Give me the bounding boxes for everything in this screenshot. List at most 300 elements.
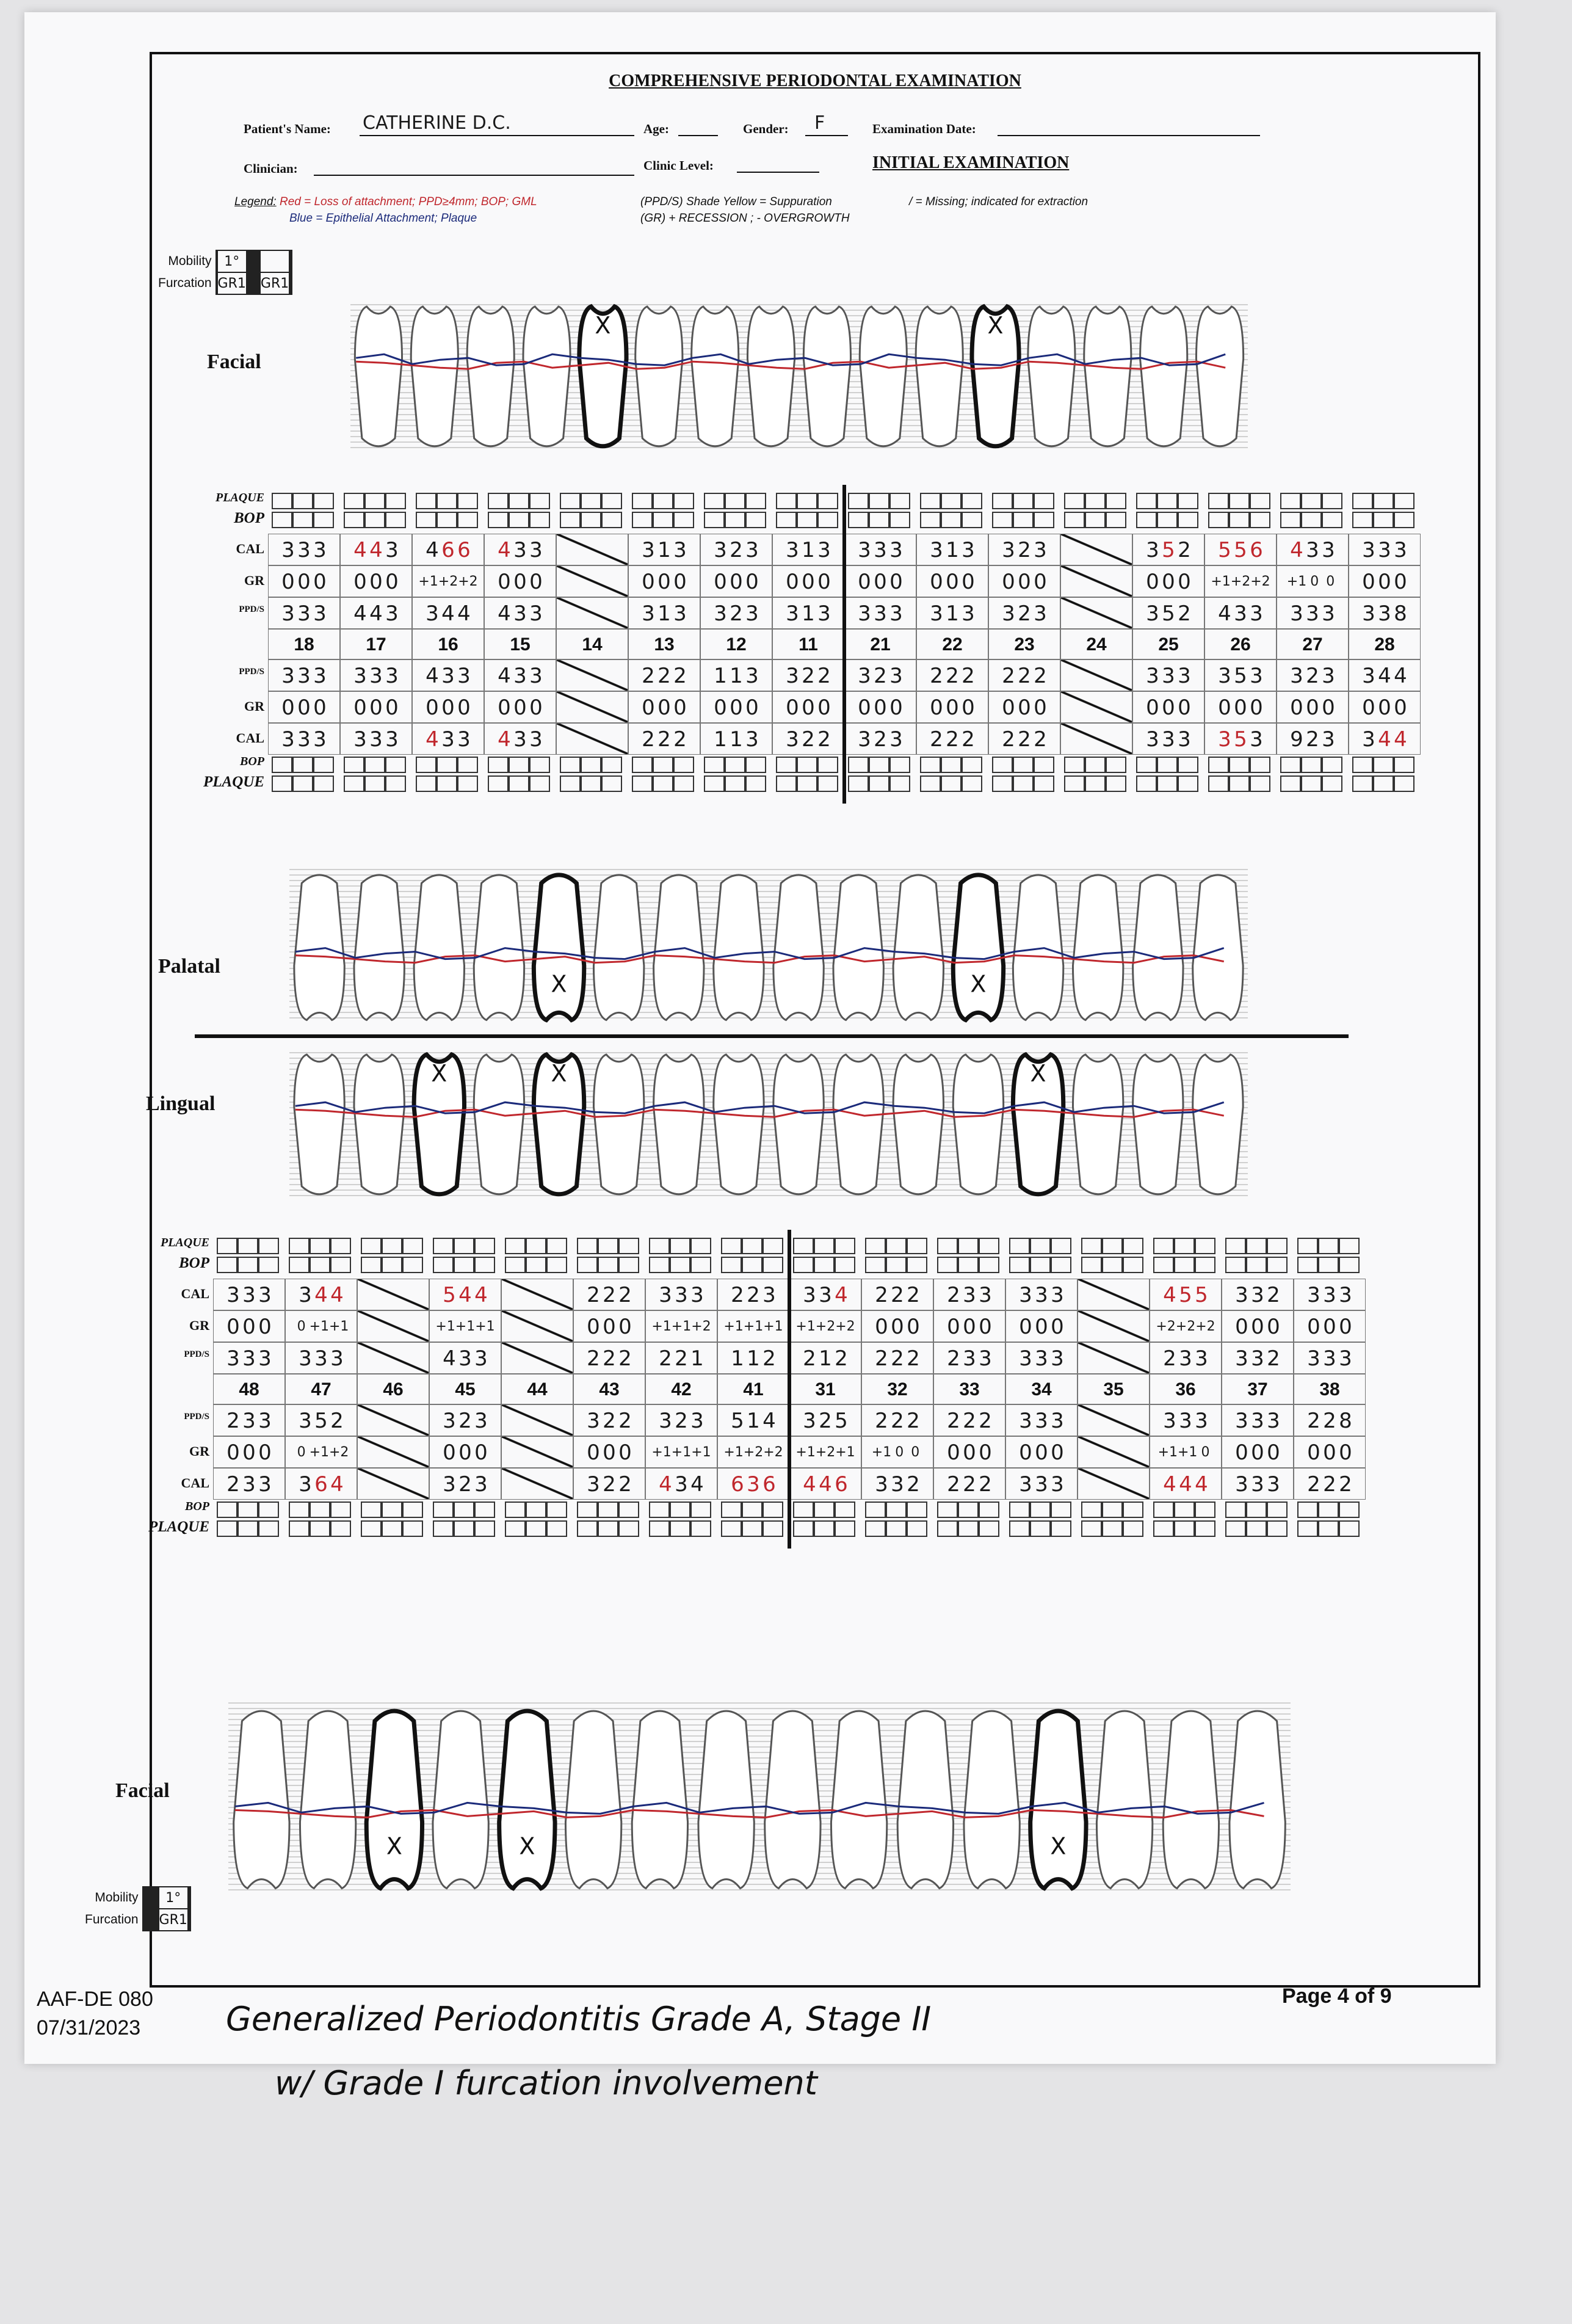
lower-indicator-box[interactable]: [402, 1257, 423, 1273]
lower-indicator-box[interactable]: [1246, 1238, 1267, 1254]
upper-indicator-box[interactable]: [457, 775, 478, 792]
upper-indicator-box[interactable]: [488, 757, 509, 773]
upper-cal-cell-11[interactable]: [772, 723, 844, 755]
lower-indicator-box[interactable]: [217, 1520, 237, 1537]
upper-indicator-box[interactable]: [941, 775, 962, 792]
upper-indicator-box[interactable]: [1157, 757, 1178, 773]
upper-indicator-box[interactable]: [1034, 512, 1054, 528]
lower-indicator-box[interactable]: [546, 1238, 567, 1254]
lower-gr-cell-33[interactable]: [933, 1436, 1005, 1468]
lower-ppd-cell-35[interactable]: [1078, 1342, 1150, 1374]
lower-gr-cell-31[interactable]: [789, 1310, 861, 1342]
lower-indicator-box[interactable]: [907, 1502, 927, 1518]
upper-indicator-box[interactable]: [601, 757, 622, 773]
upper-indicator-box[interactable]: [1136, 757, 1157, 773]
upper-indicator-box[interactable]: [344, 775, 364, 792]
patient-name[interactable]: CATHERINE D.C.: [363, 112, 511, 134]
lower-indicator-box[interactable]: [721, 1502, 742, 1518]
lower-cal-cell-36[interactable]: [1150, 1468, 1222, 1500]
lower-indicator-box[interactable]: [762, 1238, 783, 1254]
lower-cal-cell-45[interactable]: [429, 1279, 501, 1310]
upper-indicator-box[interactable]: [869, 775, 889, 792]
lower-cal-cell-34[interactable]: [1005, 1279, 1078, 1310]
lower-indicator-box[interactable]: [907, 1257, 927, 1273]
lower-cal-cell-41[interactable]: [717, 1468, 789, 1500]
lower-gr-cell-36[interactable]: [1150, 1310, 1222, 1342]
upper-indicator-box[interactable]: [1394, 757, 1414, 773]
lower-indicator-box[interactable]: [1267, 1520, 1288, 1537]
upper-indicator-box[interactable]: [1208, 757, 1229, 773]
upper-cal-cell-25[interactable]: [1132, 723, 1204, 755]
upper-indicator-box[interactable]: [1229, 512, 1250, 528]
lower-indicator-box[interactable]: [865, 1502, 886, 1518]
lower-ppd-cell-36[interactable]: [1150, 1404, 1222, 1436]
lower-indicator-box[interactable]: [958, 1257, 979, 1273]
upper-ppd-cell-16[interactable]: [412, 597, 484, 629]
lower-ppd-cell-46[interactable]: [357, 1342, 429, 1374]
lower-cal-cell-48[interactable]: [213, 1468, 285, 1500]
lower-indicator-box[interactable]: [433, 1502, 454, 1518]
upper-indicator-box[interactable]: [488, 775, 509, 792]
upper-facial-tooth-12[interactable]: [692, 307, 739, 446]
lower-cal-cell-34[interactable]: [1005, 1468, 1078, 1500]
lower-cal-cell-42[interactable]: [645, 1468, 717, 1500]
upper-indicator-box[interactable]: [1322, 757, 1342, 773]
gender-value[interactable]: F: [814, 112, 825, 134]
lower-lingual-tooth-42[interactable]: [654, 1055, 704, 1194]
upper-indicator-box[interactable]: [1301, 512, 1322, 528]
upper-indicator-box[interactable]: [776, 757, 797, 773]
lower-indicator-box[interactable]: [1174, 1502, 1195, 1518]
lower-ppd-cell-38[interactable]: [1294, 1404, 1366, 1436]
lower-indicator-box[interactable]: [1123, 1502, 1143, 1518]
upper-indicator-box[interactable]: [1157, 493, 1178, 509]
lower-ppd-cell-32[interactable]: [861, 1404, 933, 1436]
lower-indicator-box[interactable]: [433, 1257, 454, 1273]
upper-indicator-box[interactable]: [1352, 493, 1373, 509]
lower-gr-cell-35[interactable]: [1078, 1310, 1150, 1342]
lower-facial-tooth-36[interactable]: [1096, 1711, 1152, 1888]
upper-indicator-box[interactable]: [920, 512, 941, 528]
lower-cal-cell-32[interactable]: [861, 1468, 933, 1500]
upper-facial-tooth-18[interactable]: [355, 307, 402, 446]
upper-cal-cell-24[interactable]: [1060, 723, 1132, 755]
upper-ppd-cell-23[interactable]: [988, 597, 1060, 629]
upper-indicator-box[interactable]: [962, 512, 982, 528]
upper-indicator-box[interactable]: [889, 493, 910, 509]
upper-indicator-box[interactable]: [416, 512, 436, 528]
upper-indicator-box[interactable]: [1301, 757, 1322, 773]
upper-indicator-box[interactable]: [653, 757, 673, 773]
lower-indicator-box[interactable]: [1153, 1520, 1174, 1537]
upper-gr-cell-17[interactable]: [340, 565, 412, 597]
lower-cal-cell-43[interactable]: [573, 1279, 645, 1310]
lower-indicator-box[interactable]: [1297, 1520, 1318, 1537]
upper-indicator-box[interactable]: [1085, 493, 1106, 509]
lower-indicator-box[interactable]: [793, 1257, 814, 1273]
upper-indicator-box[interactable]: [560, 757, 581, 773]
lower-indicator-box[interactable]: [1102, 1520, 1123, 1537]
lower-lingual-tooth-36[interactable]: [1073, 1055, 1123, 1194]
lower-cal-cell-32[interactable]: [861, 1279, 933, 1310]
upper-indicator-box[interactable]: [529, 757, 550, 773]
lower-indicator-box[interactable]: [217, 1257, 237, 1273]
upper-indicator-box[interactable]: [416, 493, 436, 509]
upper-indicator-box[interactable]: [364, 775, 385, 792]
lower-gr-cell-44[interactable]: [501, 1310, 573, 1342]
lower-indicator-box[interactable]: [979, 1520, 999, 1537]
upper-indicator-box[interactable]: [581, 493, 601, 509]
upper-indicator-box[interactable]: [1208, 775, 1229, 792]
lower-indicator-box[interactable]: [1174, 1520, 1195, 1537]
upper-indicator-box[interactable]: [817, 512, 838, 528]
upper-indicator-box[interactable]: [344, 493, 364, 509]
upper-cal-cell-18[interactable]: [268, 534, 340, 565]
lower-lingual-tooth-34[interactable]: [953, 1055, 1003, 1194]
upper-indicator-box[interactable]: [292, 775, 313, 792]
lower-facial-tooth-42[interactable]: [632, 1711, 687, 1888]
lower-ppd-cell-43[interactable]: [573, 1342, 645, 1374]
upper-indicator-box[interactable]: [1034, 775, 1054, 792]
lower-cal-cell-48[interactable]: [213, 1279, 285, 1310]
upper-indicator-box[interactable]: [1394, 512, 1414, 528]
upper-indicator-box[interactable]: [725, 493, 745, 509]
lower-gr-cell-41[interactable]: [717, 1310, 789, 1342]
lower-gr-cell-34[interactable]: [1005, 1310, 1078, 1342]
lower-cal-cell-45[interactable]: [429, 1468, 501, 1500]
lower-cal-cell-38[interactable]: [1294, 1468, 1366, 1500]
lower-lingual-tooth-38[interactable]: [1193, 1055, 1243, 1194]
upper-indicator-box[interactable]: [653, 512, 673, 528]
lower-indicator-box[interactable]: [886, 1238, 907, 1254]
upper-ppd-cell-18[interactable]: [268, 659, 340, 691]
lower-indicator-box[interactable]: [721, 1238, 742, 1254]
lower-ppd-cell-43[interactable]: [573, 1404, 645, 1436]
lower-indicator-box[interactable]: [526, 1257, 546, 1273]
upper-ppd-cell-17[interactable]: [340, 659, 412, 691]
upper-indicator-box[interactable]: [725, 512, 745, 528]
upper-facial-tooth-21[interactable]: [803, 307, 850, 446]
upper-palatal-tooth-27[interactable]: [1133, 875, 1183, 1020]
lower-indicator-box[interactable]: [649, 1257, 670, 1273]
lower-gr-cell-38[interactable]: [1294, 1310, 1366, 1342]
lower-indicator-box[interactable]: [979, 1257, 999, 1273]
lower-facial-tooth-34[interactable]: [964, 1711, 1020, 1888]
lower-indicator-box[interactable]: [433, 1520, 454, 1537]
lower-indicator-box[interactable]: [1318, 1502, 1339, 1518]
lower-indicator-box[interactable]: [258, 1520, 279, 1537]
lower-facial-tooth-32[interactable]: [831, 1711, 886, 1888]
upper-gr-cell-26[interactable]: [1204, 565, 1277, 597]
upper-cal-cell-18[interactable]: [268, 723, 340, 755]
upper-indicator-box[interactable]: [1064, 775, 1085, 792]
upper-palatal-tooth-16[interactable]: [414, 875, 464, 1020]
upper-cal-cell-27[interactable]: [1277, 534, 1349, 565]
upper-indicator-box[interactable]: [1229, 757, 1250, 773]
upper-indicator-box[interactable]: [1085, 775, 1106, 792]
lower-gr-cell-38[interactable]: [1294, 1436, 1366, 1468]
lower-indicator-box[interactable]: [1339, 1257, 1360, 1273]
lower-indicator-box[interactable]: [793, 1238, 814, 1254]
lower-facial-tooth-47[interactable]: [300, 1711, 355, 1888]
lower-indicator-box[interactable]: [526, 1502, 546, 1518]
lower-indicator-box[interactable]: [330, 1520, 351, 1537]
upper-indicator-box[interactable]: [797, 775, 817, 792]
lower-indicator-box[interactable]: [1051, 1520, 1071, 1537]
lower-cal-cell-33[interactable]: [933, 1468, 1005, 1500]
lower-indicator-box[interactable]: [835, 1238, 855, 1254]
upper-indicator-box[interactable]: [1322, 512, 1342, 528]
lower-indicator-box[interactable]: [598, 1520, 618, 1537]
upper-ppd-cell-21[interactable]: [844, 597, 916, 629]
upper-indicator-box[interactable]: [1352, 775, 1373, 792]
upper-indicator-box[interactable]: [1034, 493, 1054, 509]
lower-gr-cell-44[interactable]: [501, 1436, 573, 1468]
lower-indicator-box[interactable]: [1051, 1238, 1071, 1254]
lower-indicator-box[interactable]: [886, 1257, 907, 1273]
lower-indicator-box[interactable]: [310, 1520, 330, 1537]
upper-furcation-cell[interactable]: GR1: [260, 272, 289, 294]
lower-indicator-box[interactable]: [793, 1520, 814, 1537]
lower-mobility-cell[interactable]: 1°: [159, 1887, 188, 1909]
upper-facial-tooth-25[interactable]: [1028, 307, 1075, 446]
lower-indicator-box[interactable]: [382, 1257, 402, 1273]
lower-indicator-box[interactable]: [742, 1257, 762, 1273]
lower-furcation-cell[interactable]: GR1: [159, 1909, 188, 1931]
upper-indicator-box[interactable]: [745, 493, 766, 509]
lower-indicator-box[interactable]: [1081, 1502, 1102, 1518]
lower-ppd-cell-35[interactable]: [1078, 1404, 1150, 1436]
upper-indicator-box[interactable]: [992, 493, 1013, 509]
upper-indicator-box[interactable]: [1136, 493, 1157, 509]
upper-indicator-box[interactable]: [941, 493, 962, 509]
upper-indicator-box[interactable]: [776, 512, 797, 528]
upper-indicator-box[interactable]: [385, 775, 406, 792]
upper-indicator-box[interactable]: [941, 512, 962, 528]
upper-indicator-box[interactable]: [529, 493, 550, 509]
upper-indicator-box[interactable]: [1013, 757, 1034, 773]
lower-indicator-box[interactable]: [454, 1502, 474, 1518]
lower-indicator-box[interactable]: [505, 1520, 526, 1537]
lower-indicator-box[interactable]: [835, 1257, 855, 1273]
lower-ppd-cell-37[interactable]: [1222, 1342, 1294, 1374]
lower-indicator-box[interactable]: [690, 1257, 711, 1273]
upper-indicator-box[interactable]: [436, 493, 457, 509]
upper-indicator-box[interactable]: [962, 775, 982, 792]
lower-indicator-box[interactable]: [505, 1257, 526, 1273]
lower-indicator-box[interactable]: [670, 1238, 690, 1254]
upper-ppd-cell-13[interactable]: [628, 659, 700, 691]
upper-indicator-box[interactable]: [745, 775, 766, 792]
upper-gr-cell-14[interactable]: [556, 565, 628, 597]
upper-indicator-box[interactable]: [869, 757, 889, 773]
lower-indicator-box[interactable]: [1318, 1238, 1339, 1254]
lower-indicator-box[interactable]: [382, 1502, 402, 1518]
lower-indicator-box[interactable]: [1225, 1238, 1246, 1254]
lower-indicator-box[interactable]: [546, 1502, 567, 1518]
upper-cal-cell-23[interactable]: [988, 534, 1060, 565]
upper-indicator-box[interactable]: [673, 775, 694, 792]
upper-indicator-box[interactable]: [848, 757, 869, 773]
upper-facial-tooth-27[interactable]: [1140, 307, 1187, 446]
lower-indicator-box[interactable]: [793, 1502, 814, 1518]
upper-gr-cell-21[interactable]: [844, 691, 916, 723]
upper-palatal-tooth-15[interactable]: [474, 875, 524, 1020]
upper-indicator-box[interactable]: [416, 757, 436, 773]
upper-indicator-box[interactable]: [272, 757, 292, 773]
lower-indicator-box[interactable]: [310, 1502, 330, 1518]
lower-indicator-box[interactable]: [958, 1238, 979, 1254]
lower-cal-cell-44[interactable]: [501, 1468, 573, 1500]
upper-gr-cell-26[interactable]: [1204, 691, 1277, 723]
lower-gr-cell-46[interactable]: [357, 1436, 429, 1468]
lower-cal-cell-44[interactable]: [501, 1279, 573, 1310]
upper-indicator-box[interactable]: [292, 757, 313, 773]
upper-gr-cell-23[interactable]: [988, 565, 1060, 597]
upper-ppd-cell-14[interactable]: [556, 659, 628, 691]
lower-indicator-box[interactable]: [958, 1520, 979, 1537]
lower-indicator-box[interactable]: [670, 1257, 690, 1273]
upper-indicator-box[interactable]: [848, 512, 869, 528]
lower-indicator-box[interactable]: [505, 1238, 526, 1254]
upper-indicator-box[interactable]: [889, 775, 910, 792]
upper-furcation-cell[interactable]: [291, 272, 292, 294]
upper-cal-cell-26[interactable]: [1204, 534, 1277, 565]
lower-indicator-box[interactable]: [289, 1502, 310, 1518]
lower-indicator-box[interactable]: [330, 1238, 351, 1254]
upper-indicator-box[interactable]: [436, 757, 457, 773]
upper-cal-cell-25[interactable]: [1132, 534, 1204, 565]
lower-indicator-box[interactable]: [937, 1502, 958, 1518]
lower-cal-cell-38[interactable]: [1294, 1279, 1366, 1310]
lower-indicator-box[interactable]: [742, 1238, 762, 1254]
upper-indicator-box[interactable]: [1106, 493, 1126, 509]
upper-gr-cell-11[interactable]: [772, 691, 844, 723]
upper-indicator-box[interactable]: [601, 493, 622, 509]
upper-indicator-box[interactable]: [272, 512, 292, 528]
upper-ppd-cell-15[interactable]: [484, 597, 556, 629]
lower-cal-cell-31[interactable]: [789, 1468, 861, 1500]
lower-indicator-box[interactable]: [1297, 1502, 1318, 1518]
lower-facial-tooth-35[interactable]: [1030, 1711, 1086, 1888]
lower-gr-cell-43[interactable]: [573, 1436, 645, 1468]
lower-indicator-box[interactable]: [474, 1257, 495, 1273]
upper-indicator-box[interactable]: [1322, 775, 1342, 792]
upper-indicator-box[interactable]: [313, 512, 334, 528]
upper-gr-cell-12[interactable]: [700, 691, 772, 723]
lower-indicator-box[interactable]: [937, 1238, 958, 1254]
lower-ppd-cell-47[interactable]: [285, 1404, 357, 1436]
upper-indicator-box[interactable]: [962, 493, 982, 509]
upper-indicator-box[interactable]: [673, 757, 694, 773]
lower-facial-tooth-31[interactable]: [765, 1711, 820, 1888]
upper-ppd-cell-16[interactable]: [412, 659, 484, 691]
upper-indicator-box[interactable]: [1373, 512, 1394, 528]
upper-indicator-box[interactable]: [292, 493, 313, 509]
upper-ppd-cell-25[interactable]: [1132, 597, 1204, 629]
upper-palatal-tooth-28[interactable]: [1193, 875, 1243, 1020]
lower-indicator-box[interactable]: [958, 1502, 979, 1518]
upper-indicator-box[interactable]: [817, 775, 838, 792]
lower-cal-cell-35[interactable]: [1078, 1468, 1150, 1500]
lower-indicator-box[interactable]: [454, 1257, 474, 1273]
upper-cal-cell-24[interactable]: [1060, 534, 1132, 565]
upper-indicator-box[interactable]: [488, 493, 509, 509]
lower-ppd-cell-38[interactable]: [1294, 1342, 1366, 1374]
lower-indicator-box[interactable]: [1339, 1502, 1360, 1518]
upper-gr-cell-22[interactable]: [916, 691, 988, 723]
upper-furcation-cell[interactable]: GR1: [217, 272, 247, 294]
upper-indicator-box[interactable]: [385, 757, 406, 773]
lower-mobility-cell[interactable]: [189, 1887, 190, 1909]
upper-indicator-box[interactable]: [797, 512, 817, 528]
lower-indicator-box[interactable]: [1225, 1520, 1246, 1537]
upper-indicator-box[interactable]: [416, 775, 436, 792]
upper-indicator-box[interactable]: [1229, 493, 1250, 509]
lower-cal-cell-35[interactable]: [1078, 1279, 1150, 1310]
upper-mobility-cell[interactable]: [260, 250, 289, 272]
upper-indicator-box[interactable]: [509, 493, 529, 509]
lower-furcation-cell[interactable]: [189, 1909, 190, 1931]
lower-indicator-box[interactable]: [742, 1520, 762, 1537]
lower-facial-tooth-48[interactable]: [234, 1711, 289, 1888]
upper-mobility-cell[interactable]: 1°: [217, 250, 247, 272]
lower-indicator-box[interactable]: [361, 1502, 382, 1518]
upper-indicator-box[interactable]: [869, 493, 889, 509]
lower-ppd-cell-37[interactable]: [1222, 1404, 1294, 1436]
upper-ppd-cell-28[interactable]: [1349, 659, 1421, 691]
lower-indicator-box[interactable]: [1318, 1257, 1339, 1273]
upper-indicator-box[interactable]: [581, 757, 601, 773]
lower-gr-cell-42[interactable]: [645, 1310, 717, 1342]
lower-indicator-box[interactable]: [1153, 1238, 1174, 1254]
lower-indicator-box[interactable]: [979, 1502, 999, 1518]
lower-indicator-box[interactable]: [1102, 1502, 1123, 1518]
lower-lingual-tooth-37[interactable]: [1133, 1055, 1183, 1194]
lower-indicator-box[interactable]: [474, 1502, 495, 1518]
lower-gr-cell-41[interactable]: [717, 1436, 789, 1468]
lower-indicator-box[interactable]: [1081, 1257, 1102, 1273]
upper-indicator-box[interactable]: [1280, 512, 1301, 528]
lower-indicator-box[interactable]: [1246, 1520, 1267, 1537]
upper-indicator-box[interactable]: [1106, 757, 1126, 773]
upper-gr-cell-22[interactable]: [916, 565, 988, 597]
upper-gr-cell-17[interactable]: [340, 691, 412, 723]
lower-indicator-box[interactable]: [289, 1238, 310, 1254]
upper-indicator-box[interactable]: [488, 512, 509, 528]
lower-indicator-box[interactable]: [618, 1257, 639, 1273]
upper-palatal-tooth-22[interactable]: [833, 875, 883, 1020]
lower-indicator-box[interactable]: [1081, 1238, 1102, 1254]
upper-gr-cell-15[interactable]: [484, 565, 556, 597]
upper-indicator-box[interactable]: [385, 493, 406, 509]
upper-gr-cell-23[interactable]: [988, 691, 1060, 723]
upper-ppd-cell-14[interactable]: [556, 597, 628, 629]
upper-indicator-box[interactable]: [1064, 493, 1085, 509]
upper-palatal-tooth-13[interactable]: [593, 875, 643, 1020]
lower-facial-tooth-33[interactable]: [897, 1711, 953, 1888]
upper-gr-cell-27[interactable]: [1277, 565, 1349, 597]
upper-indicator-box[interactable]: [653, 775, 673, 792]
upper-indicator-box[interactable]: [1136, 775, 1157, 792]
lower-indicator-box[interactable]: [649, 1502, 670, 1518]
upper-indicator-box[interactable]: [1229, 775, 1250, 792]
lower-indicator-box[interactable]: [937, 1520, 958, 1537]
upper-indicator-box[interactable]: [1085, 512, 1106, 528]
upper-ppd-cell-27[interactable]: [1277, 659, 1349, 691]
upper-cal-cell-23[interactable]: [988, 723, 1060, 755]
lower-indicator-box[interactable]: [258, 1502, 279, 1518]
